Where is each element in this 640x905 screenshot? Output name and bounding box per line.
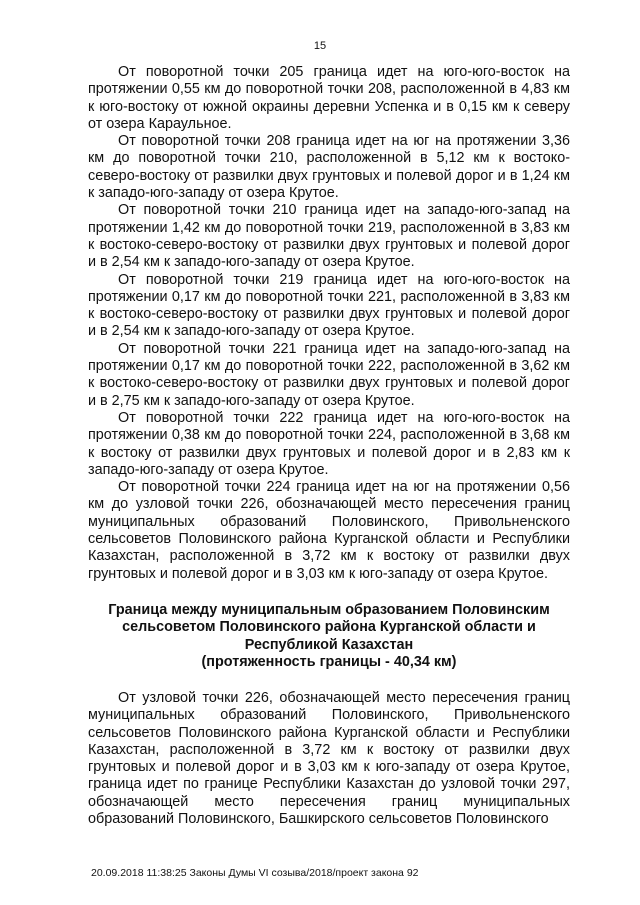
paragraph: От поворотной точки 224 граница идет на юг на протяжении 0,56 км до узловой точки 226, обозначающей место пересечения границ муниципальных образований Половинского, Привольненского сельсоветов Половинского района Курганской области и Республики Казахстан, расположенной в 3,72 км к востоку от развилки двух грунтовых и полевой дорог и в 3,03 км к юго-западу от озера Крутое. (88, 479, 570, 582)
paragraph: От поворотной точки 210 граница идет на западо-юго-запад на протяжении 1,42 км до поворотной точки 219, расположенной в 3,83 км к востоко-северо-востоку от развилки двух грунтовых и полевой дорог и в 2,54 км к западо-юго-западу от озера Крутое. (88, 202, 570, 271)
paragraph: От поворотной точки 221 граница идет на западо-юго-запад на протяжении 0,17 км до поворотной точки 222, расположенной в 3,62 км к востоко-северо-востоку от развилки двух грунтовых и полевой дорог и в 2,75 км к западо-юго-западу от озера Крутое. (88, 340, 570, 409)
section-heading (88, 602, 570, 672)
heading-line: (протяженность границы - 40,34 км) (201, 654, 457, 671)
heading-line: Граница между муниципальным образованием Половинским (108, 601, 550, 618)
paragraph: От поворотной точки 219 граница идет на юго-юго-восток на протяжении 0,17 км до поворотной точки 221, расположенной в 3,83 км к востоко-северо-востоку от развилки двух грунтовых и полевой дорог и в 2,54 км к западо-юго-западу от озера Крутое. (88, 271, 570, 340)
heading-line: сельсоветом Половинского района Курганской области и (122, 619, 536, 636)
paragraph: От узловой точки 226, обозначающей место пересечения границ муниципальных образований Половинского, Привольненского сельсоветов Половинского района Курганской области и Республики Казахстан, расположенной в 3,72 км к востоку от развилки двух грунтовых и полевой дорог и в 3,03 км к юго-западу от озера Крутое, граница идет по границе Республики Казахстан до узловой точки 297, обозначающей место пересечения границ муниципальных образований Половинского, Башкирского сельсоветов Половинского (88, 689, 570, 827)
document-body (88, 64, 570, 828)
footer-stamp: 20.09.2018 11:38:25 Законы Думы VI созыва/2018/проект закона 92 (91, 867, 419, 879)
page-number: 15 (313, 40, 327, 52)
heading-line: Республикой Казахстан (244, 636, 414, 653)
paragraph: От поворотной точки 205 граница идет на юго-юго-восток на протяжении 0,55 км до поворотной точки 208, расположенной в 4,83 км к юго-востоку от южной окраины деревни Успенка и в 0,15 км к северу от озера Караульное. (88, 64, 570, 132)
paragraph: От поворотной точки 222 граница идет на юго-юго-восток на протяжении 0,38 км до поворотной точки 224, расположенной в 3,68 км к востоку от развилки двух грунтовых и полевой дорог и в 2,83 км к западо-юго-западу от озера Крутое. (88, 409, 570, 478)
paragraph: От поворотной точки 208 граница идет на юг на протяжении 3,36 км до поворотной точки 210, расположенной в 5,12 км к востоко-северо-востоку от развилки двух грунтовых и полевой дорог и в 1,24 км к западо-юго-западу от озера Крутое. (88, 133, 570, 202)
